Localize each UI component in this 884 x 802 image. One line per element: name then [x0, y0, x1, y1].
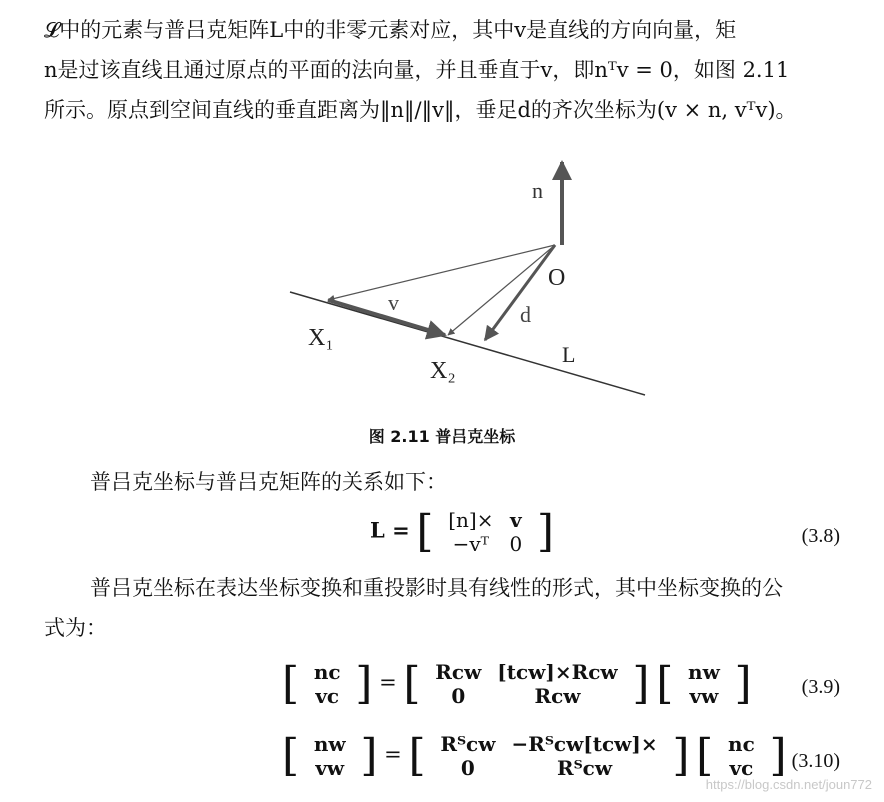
matrix	[427, 660, 625, 708]
text-line: n是过该直线且通过原点的平面的法向量，并且垂直于v，即nᵀv = 0，如图 2.11	[44, 58, 790, 82]
matrix-cell: [tcw]×Rcw	[497, 660, 618, 684]
matrix-cell: −Rᵀcw[tcw]×	[511, 732, 658, 756]
equation-3-9	[282, 660, 752, 708]
vector-cell: vw	[689, 684, 719, 708]
vector-cell: vw	[315, 756, 345, 780]
paragraph-relation: 普吕克坐标与普吕克矩阵的关系如下：	[90, 470, 447, 494]
paragraph-transform	[44, 568, 854, 648]
bracket-right: ]	[355, 658, 373, 709]
equals-sign: =	[384, 742, 402, 767]
bracket-right: ]	[672, 730, 690, 781]
figure-caption: 图 2.11 普吕克坐标	[368, 427, 516, 446]
bracket-left: [	[416, 506, 434, 557]
matrix-cell: Rᵀcw	[556, 756, 613, 780]
vector-cell: vc	[729, 756, 754, 780]
vector-cell: vc	[315, 684, 340, 708]
equation-number: (3.10)	[791, 750, 840, 772]
equation-3-8	[370, 508, 554, 556]
label-O: O	[548, 265, 566, 291]
equation-3-10	[282, 732, 787, 780]
line-L	[290, 292, 645, 395]
text-line: 普吕克坐标在表达坐标变换和重投影时具有线性的形式，其中坐标变换的公	[90, 576, 783, 600]
matrix-cell: 0	[451, 684, 466, 708]
matrix-cell: Rcw	[435, 660, 482, 684]
bracket-right: ]	[769, 730, 787, 781]
vector-rhs	[680, 660, 728, 708]
text-line: 所示。原点到空间直线的垂直距离为‖n‖/‖v‖，垂足d的齐次坐标为(v × n, vᵀv)。	[44, 98, 797, 122]
bracket-right: ]	[734, 658, 752, 709]
plucker-figure	[280, 150, 660, 410]
vector-lhs	[306, 660, 349, 708]
label-v: v	[388, 290, 399, 315]
matrix	[432, 732, 665, 780]
bracket-left: [	[696, 730, 714, 781]
label-d: d	[520, 302, 531, 327]
bracket-left: [	[656, 658, 674, 709]
matrix-cell: 0	[460, 756, 475, 780]
equals-sign: =	[379, 670, 397, 695]
eq-lhs: L =	[370, 517, 410, 543]
bracket-right: ]	[632, 658, 650, 709]
label-X1: X₁	[308, 325, 334, 351]
label-n: n	[532, 178, 543, 203]
matrix-cell: Rcw	[534, 684, 581, 708]
matrix-cell: 0	[509, 532, 523, 556]
bracket-left: [	[408, 730, 426, 781]
matrix-cell: Rᵀcw	[440, 732, 496, 756]
bracket-right: ]	[536, 506, 555, 557]
watermark: https://blog.csdn.net/joun772	[705, 777, 872, 792]
matrix-cell: −vᵀ	[452, 532, 490, 556]
vector-cell: nw	[688, 660, 720, 684]
bracket-left: [	[403, 658, 421, 709]
vector-lhs	[306, 732, 354, 780]
matrix-cell: v	[510, 508, 522, 532]
bracket-left: [	[282, 658, 300, 709]
vector-cell: nc	[313, 660, 341, 684]
text-line: 式为：	[44, 616, 107, 640]
bracket-left: [	[282, 730, 300, 781]
matrix	[440, 508, 530, 556]
v-arrow	[328, 300, 445, 335]
equation-number: (3.9)	[801, 676, 840, 698]
label-L: L	[562, 342, 576, 367]
paragraph-intro	[44, 10, 854, 130]
label-X2: X₂	[430, 358, 456, 384]
text-line: 𝓛中的元素与普吕克矩阵L中的非零元素对应，其中v是直线的方向向量，矩	[44, 18, 737, 42]
vector-rhs	[720, 732, 763, 780]
bracket-right: ]	[360, 730, 378, 781]
equation-number: (3.8)	[801, 525, 840, 547]
vector-cell: nw	[313, 732, 346, 756]
vector-cell: nc	[728, 732, 755, 756]
matrix-cell: [n]×	[448, 508, 494, 532]
